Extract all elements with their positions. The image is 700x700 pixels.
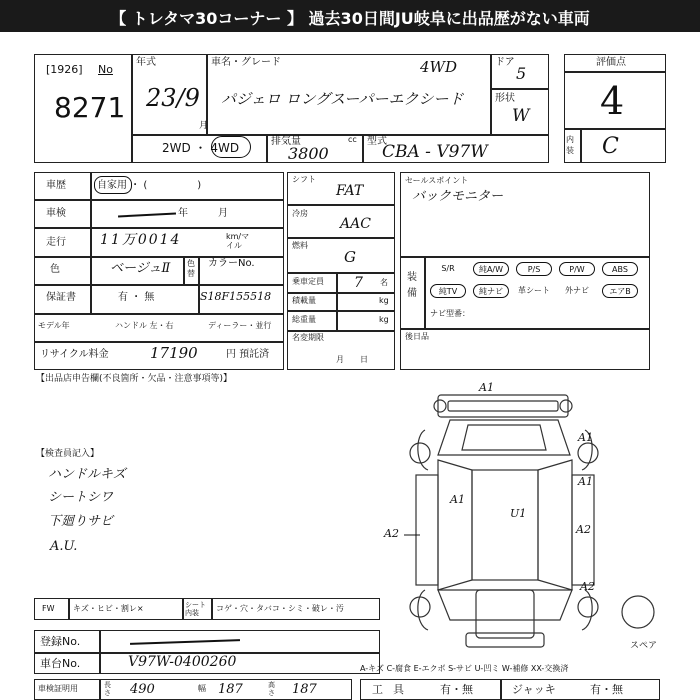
gross-label: 総重量 (292, 315, 316, 324)
sales-point-value: バックモニター (412, 189, 504, 204)
inspector-line-3: 下廻りサビ (48, 514, 114, 529)
mileage-unit: km/マイル (226, 232, 250, 250)
load-label: 積載量 (292, 296, 316, 305)
mark-a2-right: A2 (576, 523, 591, 536)
mark-a2-bottom: A2 (580, 580, 595, 593)
mark-a2-left: A2 (384, 527, 399, 540)
shape-value: W (512, 106, 530, 126)
notes-label: 【出品店申告欄(不良箇所・欠品・注意事項等)】 (36, 374, 233, 384)
color-label: 色 (50, 264, 60, 275)
year-label: 年式 (136, 57, 156, 68)
color-value: ベージュⅡ (110, 261, 171, 276)
gross-unit: kg (379, 315, 389, 324)
header-title: 【 トレタマ30コーナー 】 過去30日間JU岐阜に出品歴がない車両 (110, 9, 590, 28)
shift-value: FAT (336, 183, 364, 199)
mark-a1-right: A1 (578, 431, 593, 444)
displacement-label: 排気量 (271, 136, 301, 147)
seat-text: コゲ・穴・タバコ・シミ・破レ・汚 (216, 604, 344, 613)
inspector-line-2: シートシワ (48, 490, 114, 505)
shaken-text: 年 月 (178, 208, 228, 219)
ac-value: AAC (340, 216, 371, 232)
fuel-value: G (344, 248, 356, 266)
jack-label: ジャッキ (512, 683, 556, 696)
mark-a1-top: A1 (479, 381, 494, 394)
equipment-item: P/S (516, 262, 552, 276)
mileage-value: 11万0014 (100, 232, 182, 248)
dim-height-value: 187 (292, 682, 317, 697)
equipment-item: 純TV (430, 284, 466, 298)
recycle-unit: 円 預託済 (226, 349, 270, 360)
capacity-value: 7 (354, 275, 363, 291)
dim-width-label: 幅 (198, 684, 206, 693)
change-date-label: 名変期限 (292, 333, 324, 342)
equipment-item: 革シート (518, 286, 550, 295)
drive-selected-circle (211, 136, 251, 158)
tools-text: 有・無 (440, 683, 473, 696)
load-unit: kg (379, 296, 389, 305)
reg-label: 登録No. (40, 635, 81, 648)
vehicle-damage-diagram (380, 375, 680, 660)
history-text: 自家用 ・ ( ) (97, 180, 202, 191)
equipment-item: エアB (602, 284, 638, 298)
model-label: 型式 (367, 136, 387, 147)
dim-length-value: 490 (130, 682, 155, 697)
equipment-label: 装備 (407, 272, 417, 299)
fw-text: キズ・ヒビ・割レ× (73, 604, 144, 613)
mark-a1-center-left: A1 (450, 493, 465, 506)
color-change-label: 色替 (187, 259, 195, 278)
drive-options: 2WD ・ 4WD (162, 141, 240, 155)
inspector-line-1: ハンドルキズ (48, 467, 126, 482)
equipment-item: 外ナビ (565, 286, 589, 295)
dealer-label: ディーラー・並行 (208, 321, 272, 330)
dim-length-label: 長さ (104, 681, 111, 697)
year-value: 23/9 (146, 84, 200, 112)
cert-label: 車検証明用 (38, 684, 78, 693)
recycle-label: リサイクル料金 (40, 349, 109, 360)
seat-label: シート内装 (185, 601, 206, 617)
model-year-label: モデル年 (38, 321, 70, 330)
recycle-value: 17190 (150, 344, 198, 362)
warranty-code: S18F155518 (200, 290, 272, 303)
equipment-item: 純ナビ (473, 284, 509, 298)
equipment-item: P/W (559, 262, 595, 276)
history-label: 車歴 (46, 180, 66, 191)
navi-label: ナビ型番： (430, 309, 470, 318)
dim-width-value: 187 (218, 682, 243, 697)
mark-u1-center: U1 (510, 507, 527, 520)
lot-mark: [1926] (46, 63, 83, 76)
name-drive: 4WD (420, 58, 457, 76)
equipment-item: ABS (602, 262, 638, 276)
equipment-item: 純A/W (473, 262, 509, 276)
doors-label: ドア (495, 57, 515, 68)
rear-label: 後日品 (405, 332, 429, 341)
capacity-unit: 名 (380, 278, 388, 287)
color-code-label: カラーNo. (208, 258, 255, 269)
spare-label: スペア (630, 641, 658, 651)
shift-label: シフト (292, 175, 316, 184)
fw-label: FW (42, 604, 55, 613)
shape-label: 形状 (495, 93, 515, 104)
lot-number: 8271 (54, 91, 126, 124)
tools-label: 工具 (372, 683, 414, 696)
fuel-label: 燃料 (292, 241, 308, 250)
ac-label: 冷房 (292, 209, 308, 218)
model-value: CBA - V97W (382, 142, 488, 162)
score-value: 4 (600, 79, 625, 123)
year-month-suffix: 月 (199, 121, 209, 131)
jack-text: 有・無 (590, 683, 623, 696)
dim-height-label: 高さ (268, 681, 275, 697)
mileage-label: 走行 (46, 237, 66, 248)
name-value: パジェロ ロングスーパーエクシード (221, 90, 464, 108)
displacement-value: 3800 (288, 144, 329, 163)
equipment-item: S/R (441, 264, 455, 273)
shaken-label: 車検 (46, 208, 66, 219)
displacement-unit: cc (348, 135, 357, 144)
chassis-value: V97W-0400260 (128, 654, 237, 670)
interior-value: C (602, 134, 619, 159)
score-label: 評価点 (596, 57, 626, 68)
doors-value: 5 (516, 64, 527, 83)
warranty-label: 保証書 (46, 292, 76, 303)
chassis-label: 車台No. (40, 657, 81, 670)
name-label: 車名・グレード (211, 57, 281, 68)
handle-label: ハンドル 左・右 (115, 321, 174, 330)
change-date-text: 月 日 (336, 355, 368, 364)
inspector-label: 【検査員記入】 (36, 449, 100, 459)
sales-point-label: セールスポイント (405, 176, 469, 185)
inspector-line-4: A.U. (50, 539, 78, 554)
interior-label: 内装 (566, 135, 574, 155)
lot-no-label: No (98, 63, 113, 76)
capacity-label: 乗車定員 (292, 277, 324, 286)
mark-a1-side: A1 (578, 475, 593, 488)
history-selected-circle (94, 176, 132, 194)
damage-legend: A-キズ C-腐食 E-エクボ S-サビ U-凹ミ W-補修 XX-交換済 (360, 664, 569, 673)
warranty-text: 有 ・ 無 (118, 292, 155, 303)
